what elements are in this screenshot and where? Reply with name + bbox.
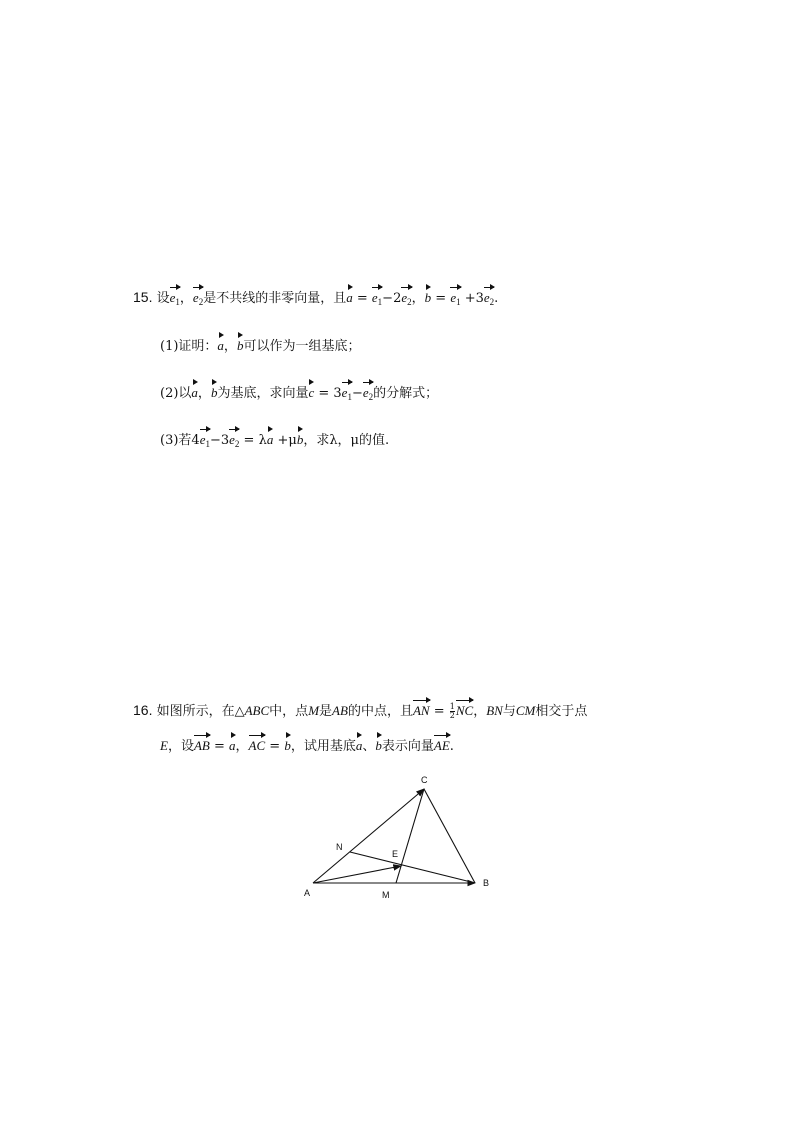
question-15-part-2: (2)以a，b为基底，求向量$c = 3e_1-e_2$的分解式； — [160, 379, 438, 407]
vector-AE — [313, 866, 401, 883]
question-number: 15. — [133, 289, 153, 305]
question-16-line-1: 16. 如图所示，在△ABC中，点M是AB的中点，且AN = $\frac{1}{2}$ NC，BN与CM相交于点 — [133, 697, 587, 722]
question-15-part-1: (1)证明：a，b可以作为一组基底； — [160, 332, 360, 357]
label-A: A — [304, 888, 311, 898]
fraction-one-half: $\frac{1}{2}$ — [449, 702, 455, 720]
label-N: N — [336, 842, 343, 852]
question-15-stem: 15. 设$e_1$，$e_2$是不共线的非零向量，且$a = e_1-2e_2$，$b = e_1 +3e_2$. — [133, 284, 498, 312]
label-E: E — [392, 849, 399, 859]
question-15-part-3: (3)若$4e_1-3e_2 = \lambda a +\mu b$，求λ，μ的值. — [160, 426, 389, 454]
question-number: 16. — [133, 702, 153, 718]
label-B: B — [483, 878, 490, 888]
segment-AC — [313, 789, 424, 883]
label-M: M — [382, 890, 390, 900]
label-C: C — [421, 775, 428, 785]
segment-NB — [350, 852, 475, 883]
question-16-line-2: E，设AB = a，AC = b，试用基底a、b表示向量AE. — [160, 732, 454, 757]
segment-BC — [424, 789, 475, 883]
triangle-figure — [295, 770, 505, 905]
